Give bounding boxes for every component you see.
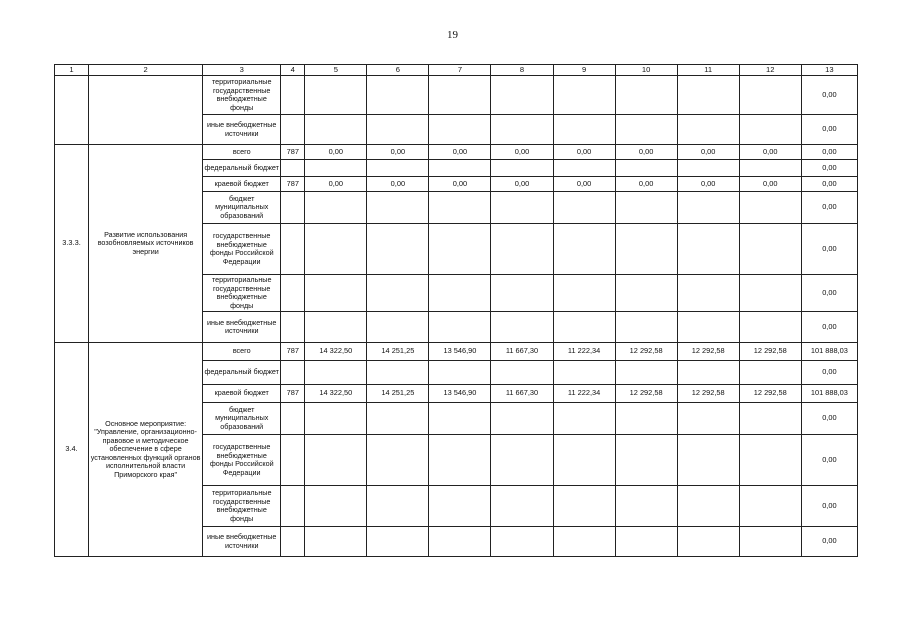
value-cell [429, 160, 491, 177]
value-cell [739, 486, 801, 527]
code-cell: 787 [281, 343, 305, 361]
value-cell [491, 486, 553, 527]
value-cell [491, 76, 553, 115]
value-cell [429, 115, 491, 145]
value-cell [429, 486, 491, 527]
value-cell [677, 312, 739, 343]
column-header: 10 [615, 65, 677, 76]
value-cell: 0,00 [367, 145, 429, 160]
total-cell: 0,00 [801, 312, 857, 343]
value-cell [739, 527, 801, 557]
value-cell [491, 192, 553, 224]
code-cell [281, 486, 305, 527]
value-cell [615, 527, 677, 557]
funding-source: бюджет муниципальных образований [203, 192, 281, 224]
value-cell [739, 115, 801, 145]
value-cell [429, 403, 491, 435]
value-cell [491, 435, 553, 486]
value-cell [367, 192, 429, 224]
column-header: 9 [553, 65, 615, 76]
value-cell [305, 435, 367, 486]
value-cell [677, 192, 739, 224]
value-cell: 14 322,50 [305, 385, 367, 403]
funding-source: всего [203, 343, 281, 361]
item-number: 3.3.3. [55, 145, 89, 343]
value-cell [553, 224, 615, 275]
value-cell [491, 160, 553, 177]
funding-source: иные внебюджетные источники [203, 115, 281, 145]
value-cell [367, 361, 429, 385]
funding-source: иные внебюджетные источники [203, 527, 281, 557]
value-cell [615, 361, 677, 385]
value-cell [739, 361, 801, 385]
value-cell: 12 292,58 [739, 385, 801, 403]
value-cell: 11 667,30 [491, 385, 553, 403]
code-cell [281, 361, 305, 385]
value-cell [615, 312, 677, 343]
value-cell [367, 115, 429, 145]
total-cell: 0,00 [801, 115, 857, 145]
column-header: 3 [203, 65, 281, 76]
column-header: 7 [429, 65, 491, 76]
value-cell [367, 76, 429, 115]
value-cell [429, 361, 491, 385]
value-cell: 0,00 [739, 145, 801, 160]
value-cell: 12 292,58 [739, 343, 801, 361]
value-cell [367, 275, 429, 312]
funding-source: государственные внебюджетные фонды Российской Федерации [203, 435, 281, 486]
code-cell [281, 527, 305, 557]
value-cell [677, 486, 739, 527]
page-number: 19 [447, 29, 458, 41]
value-cell [615, 160, 677, 177]
column-header: 5 [305, 65, 367, 76]
value-cell [553, 527, 615, 557]
value-cell [615, 224, 677, 275]
value-cell [553, 403, 615, 435]
value-cell [615, 115, 677, 145]
value-cell [305, 486, 367, 527]
value-cell [305, 76, 367, 115]
value-cell: 0,00 [367, 177, 429, 192]
value-cell: 11 222,34 [553, 343, 615, 361]
value-cell [739, 312, 801, 343]
value-cell: 12 292,58 [615, 343, 677, 361]
column-header: 8 [491, 65, 553, 76]
total-cell: 0,00 [801, 145, 857, 160]
table-row [55, 343, 858, 361]
value-cell [429, 76, 491, 115]
item-name [89, 76, 203, 145]
code-cell [281, 160, 305, 177]
value-cell: 0,00 [615, 177, 677, 192]
total-cell: 101 888,03 [801, 343, 857, 361]
value-cell [429, 192, 491, 224]
column-header: 11 [677, 65, 739, 76]
funding-source: краевой бюджет [203, 177, 281, 192]
value-cell [491, 361, 553, 385]
value-cell [429, 435, 491, 486]
value-cell [429, 312, 491, 343]
code-cell [281, 275, 305, 312]
value-cell: 0,00 [615, 145, 677, 160]
value-cell: 0,00 [429, 177, 491, 192]
value-cell [367, 527, 429, 557]
value-cell [367, 486, 429, 527]
value-cell [677, 527, 739, 557]
value-cell: 12 292,58 [677, 343, 739, 361]
value-cell [553, 160, 615, 177]
total-cell: 0,00 [801, 486, 857, 527]
value-cell [305, 312, 367, 343]
value-cell: 0,00 [429, 145, 491, 160]
total-cell: 0,00 [801, 527, 857, 557]
value-cell [305, 361, 367, 385]
total-cell: 0,00 [801, 403, 857, 435]
value-cell: 13 546,90 [429, 385, 491, 403]
table-body [55, 65, 858, 557]
value-cell [615, 403, 677, 435]
value-cell [429, 275, 491, 312]
funding-source: федеральный бюджет [203, 160, 281, 177]
funding-source: бюджет муниципальных образований [203, 403, 281, 435]
value-cell [553, 115, 615, 145]
value-cell [491, 224, 553, 275]
code-cell: 787 [281, 385, 305, 403]
value-cell [367, 312, 429, 343]
table-row [55, 76, 858, 115]
code-cell [281, 192, 305, 224]
value-cell [553, 76, 615, 115]
total-cell: 0,00 [801, 76, 857, 115]
code-cell [281, 224, 305, 275]
total-cell: 0,00 [801, 435, 857, 486]
value-cell [615, 435, 677, 486]
value-cell [367, 403, 429, 435]
value-cell [677, 361, 739, 385]
total-cell: 101 888,03 [801, 385, 857, 403]
value-cell: 14 251,25 [367, 343, 429, 361]
value-cell [305, 275, 367, 312]
value-cell [305, 115, 367, 145]
value-cell: 0,00 [553, 177, 615, 192]
value-cell [739, 403, 801, 435]
code-cell [281, 435, 305, 486]
value-cell [367, 224, 429, 275]
column-header: 12 [739, 65, 801, 76]
funding-source: федеральный бюджет [203, 361, 281, 385]
value-cell [553, 361, 615, 385]
value-cell: 0,00 [491, 145, 553, 160]
item-name: Основное мероприятие: "Управление, организационно-правовое и методическое обеспечение в сфере установленных функций органов исполнительной власти Приморского края" [89, 343, 203, 557]
value-cell: 13 546,90 [429, 343, 491, 361]
value-cell: 14 251,25 [367, 385, 429, 403]
value-cell [677, 224, 739, 275]
code-cell [281, 115, 305, 145]
total-cell: 0,00 [801, 160, 857, 177]
value-cell [553, 435, 615, 486]
value-cell [305, 527, 367, 557]
code-cell: 787 [281, 177, 305, 192]
total-cell: 0,00 [801, 224, 857, 275]
header-row [55, 65, 858, 76]
value-cell [305, 192, 367, 224]
value-cell [553, 486, 615, 527]
value-cell [553, 192, 615, 224]
value-cell: 0,00 [491, 177, 553, 192]
total-cell: 0,00 [801, 275, 857, 312]
code-cell [281, 312, 305, 343]
value-cell [739, 275, 801, 312]
value-cell [429, 224, 491, 275]
value-cell [677, 435, 739, 486]
value-cell: 0,00 [305, 145, 367, 160]
value-cell [739, 160, 801, 177]
column-header: 1 [55, 65, 89, 76]
value-cell [615, 192, 677, 224]
value-cell: 0,00 [305, 177, 367, 192]
value-cell: 0,00 [677, 145, 739, 160]
funding-source: краевой бюджет [203, 385, 281, 403]
item-name: Развитие использования возобновляемых источников энергии [89, 145, 203, 343]
value-cell [367, 435, 429, 486]
column-header: 4 [281, 65, 305, 76]
total-cell: 0,00 [801, 361, 857, 385]
value-cell: 12 292,58 [677, 385, 739, 403]
value-cell [491, 403, 553, 435]
value-cell [553, 275, 615, 312]
column-header: 6 [367, 65, 429, 76]
value-cell [677, 115, 739, 145]
value-cell [739, 224, 801, 275]
value-cell [615, 486, 677, 527]
total-cell: 0,00 [801, 177, 857, 192]
funding-source: всего [203, 145, 281, 160]
value-cell [491, 115, 553, 145]
funding-source: иные внебюджетные источники [203, 312, 281, 343]
value-cell [491, 312, 553, 343]
item-number: 3.4. [55, 343, 89, 557]
value-cell [677, 76, 739, 115]
column-header: 2 [89, 65, 203, 76]
value-cell [429, 527, 491, 557]
value-cell: 11 667,30 [491, 343, 553, 361]
funding-source: территориальные государственные внебюджетные фонды [203, 76, 281, 115]
funding-source: территориальные государственные внебюджетные фонды [203, 486, 281, 527]
value-cell [305, 403, 367, 435]
value-cell [677, 403, 739, 435]
value-cell [739, 435, 801, 486]
total-cell: 0,00 [801, 192, 857, 224]
value-cell [491, 527, 553, 557]
value-cell: 0,00 [739, 177, 801, 192]
code-cell: 787 [281, 145, 305, 160]
value-cell [305, 160, 367, 177]
value-cell: 0,00 [677, 177, 739, 192]
value-cell: 12 292,58 [615, 385, 677, 403]
value-cell: 11 222,34 [553, 385, 615, 403]
value-cell [491, 275, 553, 312]
value-cell [677, 160, 739, 177]
value-cell [739, 76, 801, 115]
value-cell: 14 322,50 [305, 343, 367, 361]
item-number [55, 76, 89, 145]
column-header: 13 [801, 65, 857, 76]
value-cell [615, 76, 677, 115]
value-cell [367, 160, 429, 177]
funding-source: территориальные государственные внебюджетные фонды [203, 275, 281, 312]
budget-table [54, 64, 858, 557]
value-cell [615, 275, 677, 312]
value-cell [739, 192, 801, 224]
funding-source: государственные внебюджетные фонды Российской Федерации [203, 224, 281, 275]
code-cell [281, 76, 305, 115]
value-cell [677, 275, 739, 312]
value-cell [553, 312, 615, 343]
code-cell [281, 403, 305, 435]
value-cell [305, 224, 367, 275]
value-cell: 0,00 [553, 145, 615, 160]
table-row [55, 145, 858, 160]
